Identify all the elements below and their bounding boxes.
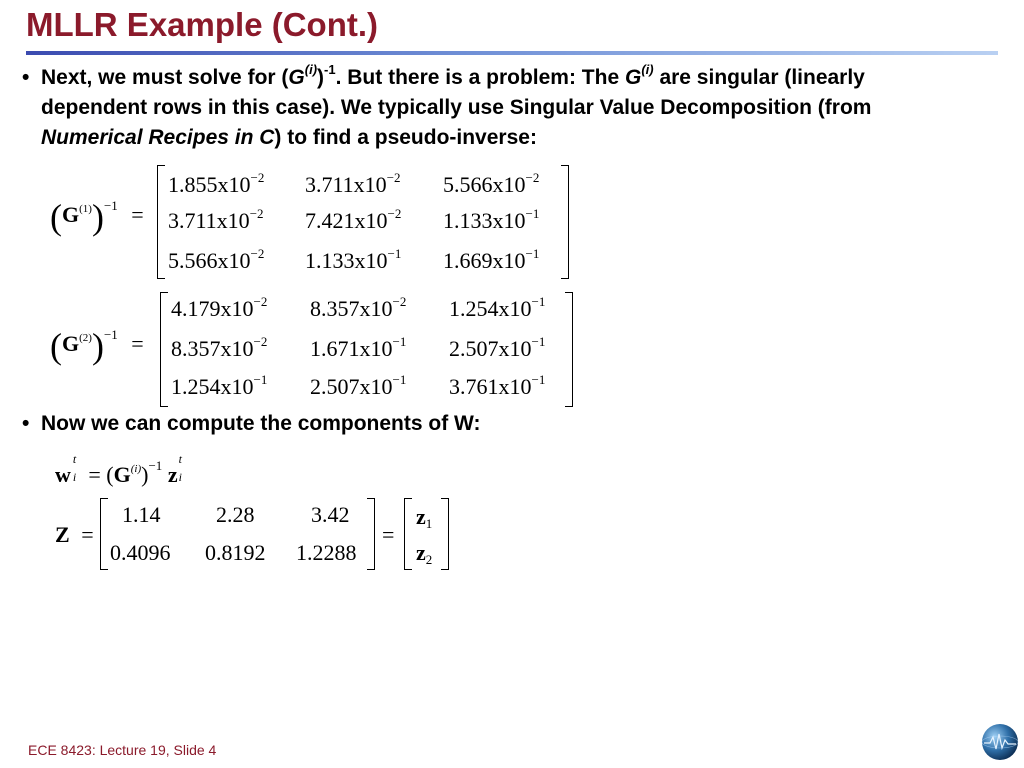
mantissa: 5.566x10 bbox=[443, 172, 526, 197]
exponent: −1 bbox=[392, 334, 407, 349]
exponent: −2 bbox=[253, 334, 268, 349]
g1-matrix-cell bbox=[168, 246, 264, 274]
mantissa: 8.357x10 bbox=[171, 336, 254, 361]
g-index: (2) bbox=[79, 332, 92, 345]
matrix-right-bracket bbox=[367, 498, 375, 570]
inverse-exponent: −1 bbox=[103, 327, 118, 343]
exponent: −2 bbox=[387, 206, 402, 221]
equals-sign: = bbox=[131, 331, 144, 357]
bullet-text bbox=[41, 63, 961, 153]
exponent: −1 bbox=[531, 334, 546, 349]
g-bold: G bbox=[62, 202, 80, 228]
slide-footer: ECE 8423: Lecture 19, Slide 4 bbox=[28, 742, 217, 758]
exponent: −1 bbox=[531, 294, 546, 309]
g2-matrix-cell bbox=[449, 334, 545, 362]
bullet-text: Now we can compute the components of W: bbox=[41, 412, 481, 435]
mantissa: 1.133x10 bbox=[443, 208, 526, 233]
vector-left-bracket bbox=[404, 498, 412, 570]
text-run: are singular (linearly dependent rows in this case). We typically use Singular Value Decomposition (from bbox=[41, 66, 872, 119]
exponent: −2 bbox=[250, 170, 265, 185]
inverse-exponent: −1 bbox=[103, 198, 118, 214]
g1-lhs bbox=[50, 196, 144, 238]
close-paren: ) bbox=[91, 326, 104, 366]
slide-title: MLLR Example (Cont.) bbox=[26, 6, 378, 43]
superscript-i: (i) bbox=[304, 62, 318, 77]
g1-matrix-cell bbox=[305, 206, 401, 234]
exponent: −1 bbox=[531, 372, 546, 387]
exponent: −2 bbox=[392, 294, 407, 309]
w-equation bbox=[55, 452, 190, 488]
g1-matrix-cell bbox=[443, 206, 539, 234]
z-lhs bbox=[55, 522, 94, 548]
z-matrix-cell: 3.42 bbox=[311, 502, 350, 527]
g-index: (1) bbox=[79, 203, 92, 216]
exponent: −2 bbox=[253, 294, 268, 309]
z1-entry bbox=[416, 504, 432, 532]
mantissa: 2.507x10 bbox=[449, 336, 532, 361]
g2-matrix-cell bbox=[171, 334, 267, 362]
g1-matrix-cell bbox=[305, 246, 401, 274]
g2-lhs bbox=[50, 325, 144, 367]
book-title: Numerical Recipes in C bbox=[41, 126, 275, 149]
open-paren: ( bbox=[50, 326, 62, 366]
exponent: −2 bbox=[386, 170, 401, 185]
g-bold: G bbox=[62, 331, 80, 357]
close-paren: ) bbox=[91, 197, 104, 237]
open-paren: ( bbox=[50, 197, 62, 237]
g2-matrix-cell bbox=[310, 294, 406, 322]
g1-matrix-cell bbox=[168, 206, 264, 234]
z-superscript: t bbox=[178, 452, 182, 466]
bullet-marker: • bbox=[22, 66, 30, 89]
bullet-marker: • bbox=[22, 412, 30, 435]
z-matrix-cell: 0.4096 bbox=[110, 540, 171, 565]
equals-sign: = bbox=[131, 202, 144, 228]
exponent: −2 bbox=[249, 206, 264, 221]
z-subscript: 1 bbox=[425, 516, 433, 531]
mantissa: 1.254x10 bbox=[449, 296, 532, 321]
w-subscript: i bbox=[72, 470, 77, 484]
mantissa: 4.179x10 bbox=[171, 296, 254, 321]
mantissa: 5.566x10 bbox=[168, 248, 251, 273]
w-rhs-open: = ( bbox=[88, 462, 114, 487]
g1-matrix-cell bbox=[443, 246, 539, 274]
exponent: −1 bbox=[387, 246, 402, 261]
exponent: −2 bbox=[525, 170, 540, 185]
g-symbol: G bbox=[288, 66, 305, 89]
exponent: −1 bbox=[392, 372, 407, 387]
w-bold: w bbox=[55, 462, 71, 487]
inverse-exponent: −1 bbox=[148, 458, 163, 473]
matrix-left-bracket bbox=[100, 498, 108, 570]
g1-matrix-cell bbox=[443, 170, 539, 198]
z-matrix-cell: 1.2288 bbox=[296, 540, 357, 565]
g2-matrix-cell bbox=[171, 294, 267, 322]
text-run: ) bbox=[317, 66, 325, 89]
g1-matrix-cell bbox=[305, 170, 401, 198]
z-matrix-cell: 2.28 bbox=[216, 502, 255, 527]
g-index: (i) bbox=[130, 463, 142, 475]
mantissa: 3.711x10 bbox=[305, 172, 387, 197]
g2-matrix-cell bbox=[310, 372, 406, 400]
g-symbol: G bbox=[624, 66, 642, 89]
text-run: ) to find a pseudo-inverse: bbox=[274, 126, 537, 149]
z-bold: Z bbox=[55, 522, 70, 547]
z-subscript: 2 bbox=[425, 552, 433, 567]
mantissa: 3.711x10 bbox=[168, 208, 250, 233]
g2-matrix-cell bbox=[449, 294, 545, 322]
vector-right-bracket bbox=[441, 498, 449, 570]
globe-logo-icon bbox=[980, 722, 1020, 762]
mantissa: 1.855x10 bbox=[168, 172, 251, 197]
g1-matrix-cell bbox=[168, 170, 264, 198]
superscript-minus-one: -1 bbox=[324, 62, 336, 77]
g2-matrix-cell bbox=[449, 372, 545, 400]
mantissa: 2.507x10 bbox=[310, 374, 393, 399]
matrix-right-bracket bbox=[565, 292, 573, 407]
z-bold: z bbox=[167, 462, 178, 487]
z-matrix-cell: 1.14 bbox=[122, 502, 161, 527]
mantissa: 1.669x10 bbox=[443, 248, 526, 273]
mantissa: 1.671x10 bbox=[310, 336, 393, 361]
g-bold: G bbox=[113, 462, 131, 487]
z-bold: z bbox=[416, 504, 426, 529]
w-rhs-close: ) bbox=[141, 462, 149, 487]
text-run: . But there is a problem: The bbox=[335, 66, 625, 89]
equals-sign: = bbox=[382, 522, 395, 547]
mantissa: 1.133x10 bbox=[305, 248, 388, 273]
matrix-right-bracket bbox=[561, 165, 569, 279]
matrix-left-bracket bbox=[157, 165, 165, 279]
z-subscript: i bbox=[178, 470, 182, 484]
text-run: Next, we must solve for ( bbox=[41, 66, 289, 89]
title-underline bbox=[26, 51, 998, 55]
bullet-item-1 bbox=[22, 63, 962, 155]
g2-matrix-cell bbox=[171, 372, 267, 400]
exponent: −1 bbox=[525, 246, 540, 261]
equals-sign: = bbox=[81, 522, 94, 547]
mantissa: 8.357x10 bbox=[310, 296, 393, 321]
exponent: −2 bbox=[250, 246, 265, 261]
exponent: −1 bbox=[253, 372, 268, 387]
exponent: −1 bbox=[525, 206, 540, 221]
matrix-left-bracket bbox=[160, 292, 168, 407]
z-matrix-cell: 0.8192 bbox=[205, 540, 266, 565]
g2-matrix-cell bbox=[310, 334, 406, 362]
bullet-item-2 bbox=[22, 409, 722, 441]
w-superscript: t bbox=[72, 452, 77, 466]
mantissa: 1.254x10 bbox=[171, 374, 254, 399]
z-bold: z bbox=[416, 540, 426, 565]
z2-entry bbox=[416, 540, 432, 568]
superscript-i: (i) bbox=[641, 62, 654, 77]
mantissa: 7.421x10 bbox=[305, 208, 388, 233]
mantissa: 3.761x10 bbox=[449, 374, 532, 399]
